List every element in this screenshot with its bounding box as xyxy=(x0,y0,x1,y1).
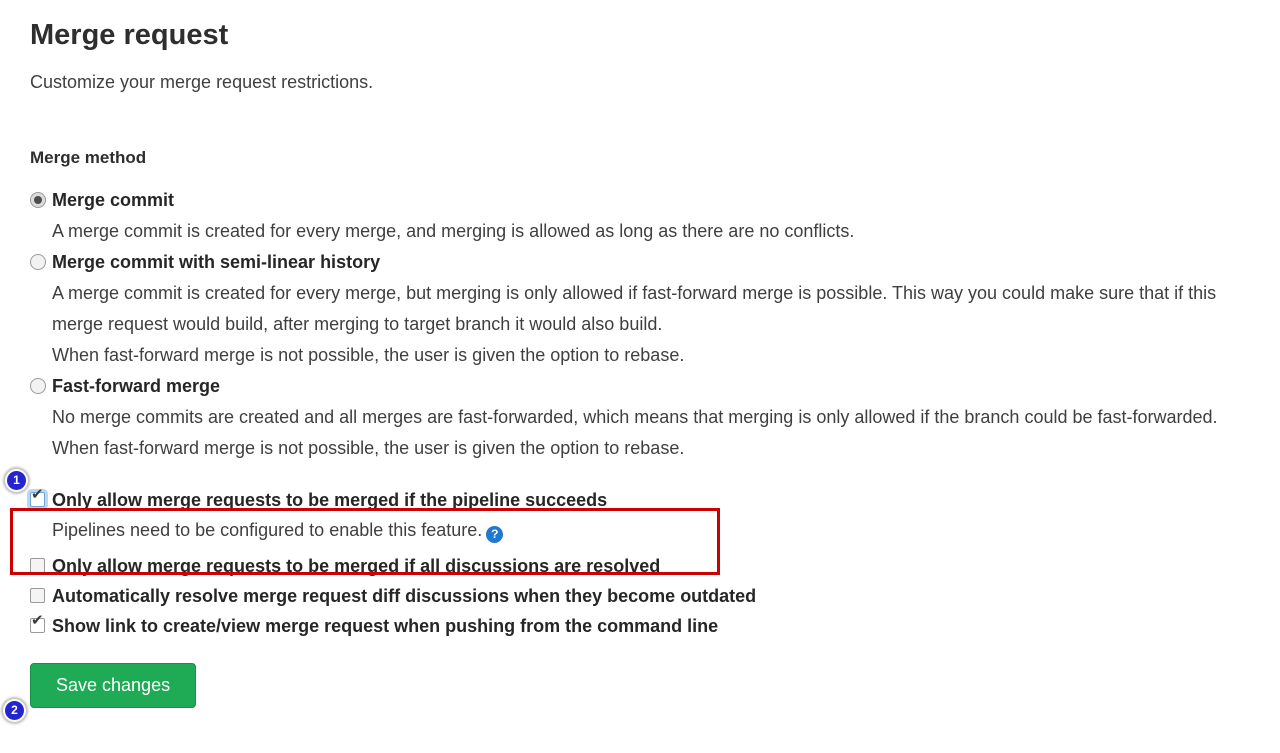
page-title: Merge request xyxy=(30,19,229,51)
discussions-resolved-row xyxy=(30,551,1270,581)
help-icon[interactable]: ? xyxy=(486,526,503,543)
auto-resolve-diff-label[interactable]: Automatically resolve merge request diff discussions when they become outdated xyxy=(52,586,757,606)
pipeline-succeeds-help xyxy=(30,515,1270,545)
annotation-badge-1: 1 xyxy=(7,471,26,490)
option-fast-forward xyxy=(30,371,1270,464)
auto-resolve-diff-row xyxy=(30,581,1270,611)
fast-forward-description: No merge commits are created and all merges are fast-forwarded, which means that merging is only allowed if the branch could be fast-forwarded. xyxy=(52,407,1218,427)
annotation-badge-2: 2 xyxy=(5,701,24,720)
merge-commit-description: A merge commit is created for every merge, and merging is allowed as long as there are no conflicts. xyxy=(52,221,855,241)
fast-forward-radio-label[interactable]: Fast-forward merge xyxy=(52,376,221,396)
show-link-push-row xyxy=(30,611,1270,641)
semi-linear-radio[interactable] xyxy=(30,254,46,270)
semi-linear-description: A merge commit is created for every merge, but merging is only allowed if fast-forward merge is possible. This way you could make sure that if this merge request would build, after merging to target branch it would also build. xyxy=(52,283,1217,334)
page-subtitle: Customize your merge request restrictions. xyxy=(30,72,374,92)
pipeline-succeeds-label[interactable]: Only allow merge requests to be merged if the pipeline succeeds xyxy=(52,490,608,510)
semi-linear-rebase-note: When fast-forward merge is not possible, the user is given the option to rebase. xyxy=(52,345,685,365)
semi-linear-radio-label[interactable]: Merge commit with semi-linear history xyxy=(52,252,381,272)
checkmark-icon: ✔ xyxy=(31,612,44,629)
merge-method-radio-group xyxy=(30,185,1270,464)
pipeline-succeeds-checkbox[interactable] xyxy=(30,486,45,507)
discussions-resolved-label[interactable]: Only allow merge requests to be merged if all discussions are resolved xyxy=(52,556,661,576)
merge-checks-section xyxy=(30,485,1270,641)
pipeline-succeeds-row xyxy=(30,485,1270,515)
fast-forward-radio[interactable] xyxy=(30,378,46,394)
show-link-push-label[interactable]: Show link to create/view merge request when pushing from the command line xyxy=(52,616,719,636)
fast-forward-rebase-note: When fast-forward merge is not possible, the user is given the option to rebase. xyxy=(52,438,685,458)
save-changes-button[interactable]: Save changes xyxy=(30,663,196,708)
show-link-push-checkbox[interactable] xyxy=(30,612,45,633)
merge-commit-radio[interactable] xyxy=(30,192,46,208)
checkmark-icon: ✔ xyxy=(31,486,44,503)
auto-resolve-diff-checkbox[interactable] xyxy=(30,588,45,603)
pipeline-help-text: Pipelines need to be configured to enable this feature. xyxy=(52,520,483,540)
option-semi-linear xyxy=(30,247,1270,371)
merge-method-label: Merge method xyxy=(30,148,147,167)
discussions-resolved-checkbox[interactable] xyxy=(30,558,45,573)
merge-commit-radio-label[interactable]: Merge commit xyxy=(52,190,175,210)
option-merge-commit xyxy=(30,185,1270,247)
